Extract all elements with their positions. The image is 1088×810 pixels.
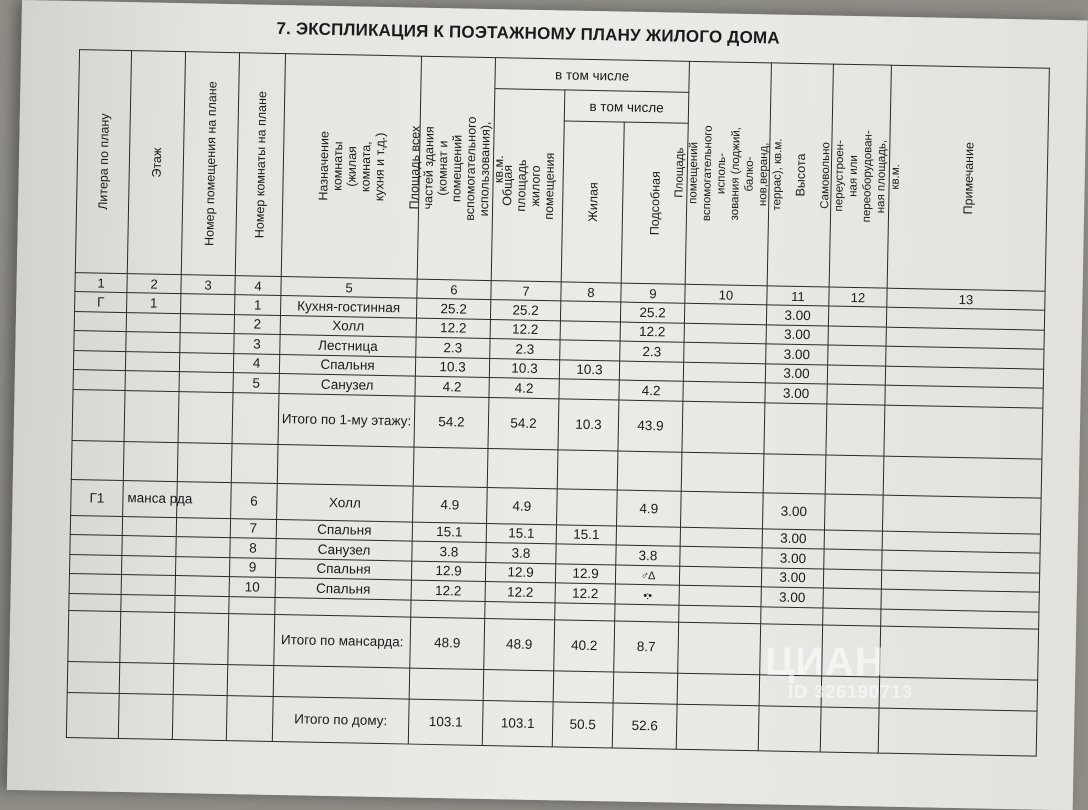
grand-total-row: Итого по дому: 103.1 103.1 50.5 52.6 xyxy=(66,692,1037,756)
header-purpose: Назначение комнаты (жилая комната, кухня и т.д.) xyxy=(281,54,421,280)
table-row: 3 Лестница 2.3 2.3 2.3 3.00 xyxy=(74,331,1044,369)
header-auxiliary: Подсобная xyxy=(621,122,688,284)
explication-table xyxy=(66,49,1050,756)
table-row: 4 Спальня 10.3 10.3 10.3 3.00 xyxy=(73,350,1043,388)
table-row: 9 Спальня 12.9 12.9 12.9 ♂Δ 3.00 xyxy=(69,554,1039,592)
handwritten-mark: •:• xyxy=(643,589,652,602)
floor2-total-row: Итого по мансарда: 48.9 48.9 40.2 8.7 xyxy=(68,610,1039,680)
document-sheet xyxy=(7,0,1088,810)
document-title: 7. ЭКСПЛИКАЦИЯ К ПОЭТАЖНОМУ ПЛАНУ ЖИЛОГО ДОМА xyxy=(276,18,781,48)
header-chamber-number: Номер комнаты на плане xyxy=(235,53,285,277)
header-rebuilt: Самовольно переустроен- ная или переоборудован- ная площадь, кв.м. xyxy=(829,64,891,288)
handwritten-mark: ♂Δ xyxy=(640,570,655,583)
watermark-logo: ЦИАН xyxy=(765,640,885,684)
column-numbers-row: 1 2 3 4 5 6 7 8 9 10 11 12 13 xyxy=(75,273,1045,311)
header-height: Высота xyxy=(767,63,833,287)
header-note: Примечание xyxy=(887,65,1049,291)
header-group-inner: в том числе xyxy=(564,90,689,123)
header-litera: Литера по плану xyxy=(75,50,131,274)
floor1-total-row: Итого по 1-му этажу: 54.2 54.2 10.3 43.9 xyxy=(72,389,1043,459)
table-row: 2 Холл 12.2 12.2 12.2 3.00 xyxy=(74,311,1044,349)
table-row: 10 Спальня 12.2 12.2 12.2 •:• 3.00 xyxy=(69,574,1039,612)
table-row: Г 1 1 Кухня-гостинная 25.2 25.2 25.2 3.00 xyxy=(75,292,1045,330)
watermark-id: ID 326190713 xyxy=(788,682,914,702)
table-row: Г1 манса рда 6 Холл 4.9 4.9 4.9 3.00 xyxy=(71,479,1042,534)
header-etazh: Этаж xyxy=(127,51,185,275)
table-row: 5 Санузел 4.2 4.2 4.2 3.00 xyxy=(73,370,1043,408)
header-total-living: Общая площадь жилого помещения xyxy=(491,89,565,282)
table-row: 7 Спальня 15.1 15.1 15.1 3.00 xyxy=(70,515,1040,553)
header-living: Жилая xyxy=(561,121,624,283)
table-row: 8 Санузел 3.8 3.8 3.8 3.00 xyxy=(70,535,1040,573)
header-area-all: Площадь всех частей здания (комнат и помещений вспомогательного использования), кв.м. xyxy=(417,56,495,280)
header-aux-area: Площадь помещений вспомогательного исполь- зования (лоджий, балко- нов,веранд, террас), кв.м. xyxy=(685,61,771,286)
header-room-number: Номер помещения на плане xyxy=(181,52,239,276)
header-group-outer: в том числе xyxy=(495,58,690,93)
